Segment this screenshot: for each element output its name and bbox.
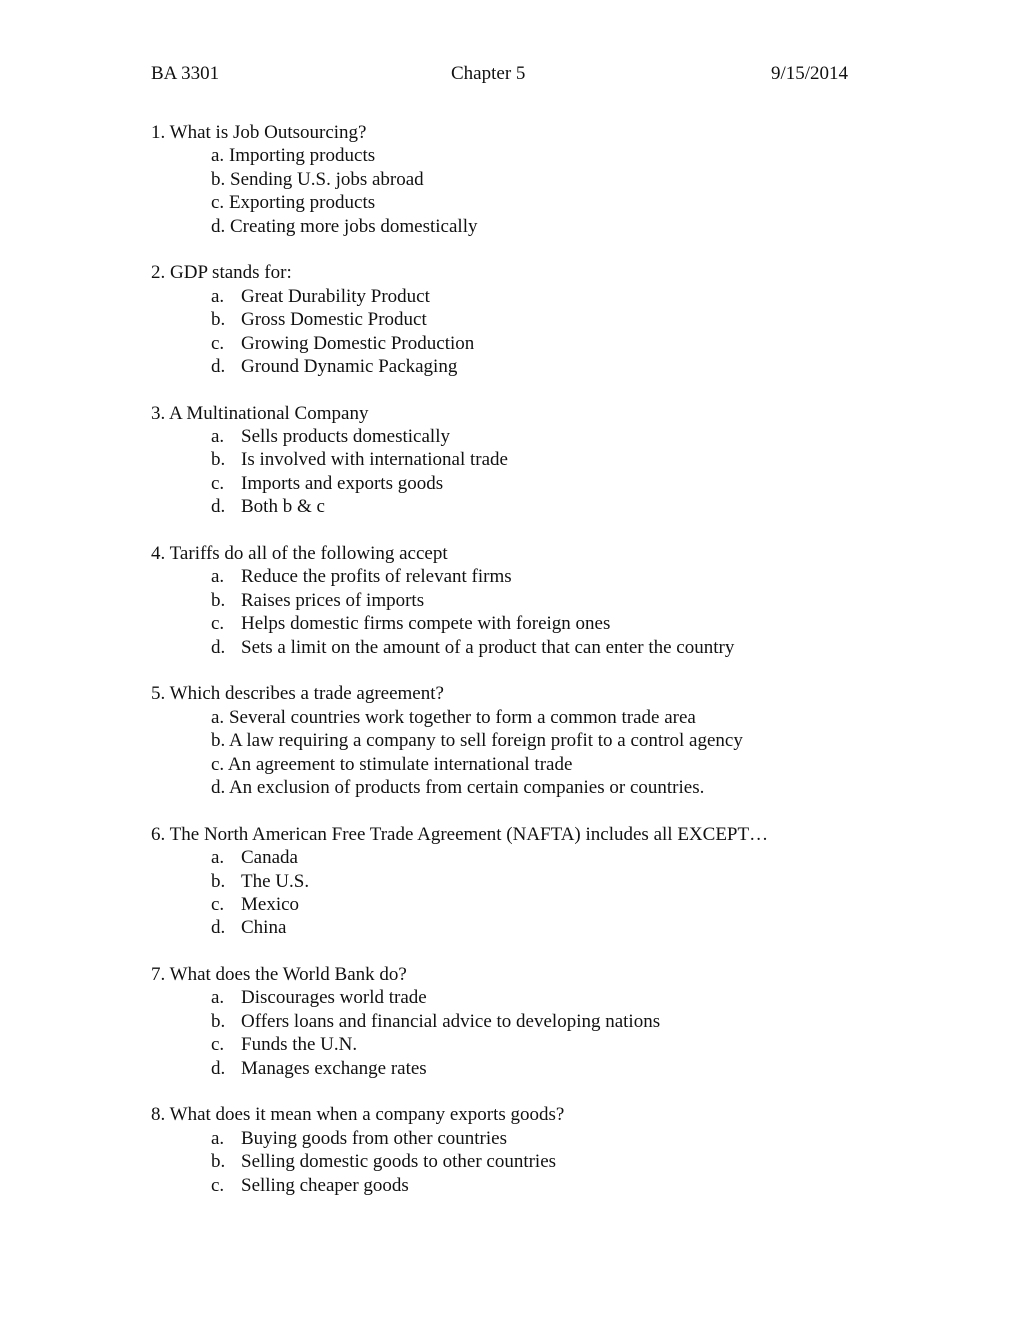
- option-text: Importing products: [228, 145, 376, 167]
- option-text: Growing Domestic Production: [241, 332, 475, 354]
- question-list: [151, 121, 871, 1220]
- option-text: Reduce the profits of relevant firms: [241, 566, 512, 588]
- option-letter: c.: [211, 192, 225, 214]
- chapter-title: Chapter 5: [451, 63, 526, 84]
- option-letter: a.: [211, 426, 225, 448]
- option-letter: d.: [211, 636, 226, 658]
- option-letter: b.: [211, 1010, 226, 1032]
- option-text: Ground Dynamic Packaging: [241, 355, 458, 377]
- option-letter: a.: [211, 847, 225, 869]
- answer-option: [151, 448, 871, 471]
- option-text: Sets a limit on the amount of a product that can enter the country: [241, 636, 735, 658]
- option-text: An exclusion of products from certain companies or countries.: [228, 776, 705, 798]
- option-text: Selling cheaper goods: [241, 1174, 409, 1196]
- answer-option: [151, 168, 871, 191]
- answer-option: [151, 472, 871, 495]
- question-prompt: 2. GDP stands for:: [151, 262, 292, 284]
- answer-option: [151, 332, 871, 355]
- option-text: Helps domestic firms compete with foreign ones: [241, 613, 611, 635]
- document-date: 9/15/2014: [770, 63, 848, 84]
- option-letter: d.: [211, 215, 226, 237]
- option-text: Sending U.S. jobs abroad: [230, 168, 424, 190]
- answer-option: [151, 753, 871, 776]
- answer-option: [151, 1057, 871, 1080]
- question-7: [151, 963, 871, 1080]
- question-prompt: 1. What is Job Outsourcing?: [151, 122, 367, 143]
- option-letter: d.: [211, 355, 226, 377]
- option-letter: a.: [211, 285, 225, 307]
- answer-option: [151, 215, 871, 238]
- option-letter: b.: [211, 168, 226, 190]
- question-prompt: 5. Which describes a trade agreement?: [151, 683, 444, 705]
- course-code: BA 3301: [151, 63, 220, 84]
- option-letter: c.: [211, 1174, 225, 1196]
- answer-option: [151, 425, 871, 448]
- answer-option: [151, 612, 871, 635]
- option-text: Exporting products: [228, 192, 376, 214]
- option-text: The U.S.: [241, 870, 310, 892]
- option-text: Selling domestic goods to other countries: [241, 1151, 557, 1173]
- option-letter: b.: [211, 589, 226, 611]
- question-prompt: 8. What does it mean when a company exports goods?: [151, 1104, 565, 1126]
- option-text: China: [241, 917, 287, 939]
- option-text: Several countries work together to form a common trade area: [228, 706, 696, 728]
- answer-option: [151, 916, 871, 939]
- answer-option: [151, 776, 871, 799]
- option-letter: b.: [211, 1151, 226, 1173]
- answer-option: [151, 729, 871, 752]
- answer-option: [151, 495, 871, 518]
- option-text: Canada: [241, 847, 298, 869]
- answer-option: [151, 355, 871, 378]
- answer-option: [151, 565, 871, 588]
- answer-option: [151, 870, 871, 893]
- option-text: Sells products domestically: [241, 426, 450, 448]
- question-8: [151, 1103, 871, 1197]
- answer-option: [151, 1127, 871, 1150]
- option-letter: a.: [211, 145, 225, 167]
- answer-option: [151, 636, 871, 659]
- option-letter: c.: [211, 613, 225, 635]
- question-prompt: 3. A Multinational Company: [151, 402, 369, 424]
- answer-option: [151, 846, 871, 869]
- option-letter: b.: [211, 449, 226, 471]
- answer-option: [151, 893, 871, 916]
- question-4: [151, 542, 871, 659]
- option-letter: d.: [211, 776, 226, 798]
- option-letter: a.: [211, 566, 225, 588]
- answer-option: [151, 191, 871, 214]
- option-text: Is involved with international trade: [241, 449, 508, 471]
- answer-option: [151, 1033, 871, 1056]
- option-letter: a.: [211, 1127, 225, 1149]
- page-header: [151, 62, 848, 86]
- option-letter: d.: [211, 496, 226, 518]
- answer-option: [151, 308, 871, 331]
- option-text: Imports and exports goods: [241, 472, 444, 494]
- option-letter: c.: [211, 1034, 225, 1056]
- question-2: [151, 261, 871, 378]
- option-text: Gross Domestic Product: [241, 309, 427, 331]
- answer-option: [151, 1010, 871, 1033]
- option-letter: c.: [211, 893, 225, 915]
- answer-option: [151, 706, 871, 729]
- option-text: Manages exchange rates: [241, 1057, 427, 1079]
- answer-option: [151, 589, 871, 612]
- option-letter: a.: [211, 987, 225, 1009]
- answer-option: [151, 1174, 871, 1197]
- option-letter: c.: [211, 472, 225, 494]
- option-letter: b.: [211, 730, 226, 752]
- question-5: [151, 682, 871, 799]
- option-text: Creating more jobs domestically: [230, 215, 478, 237]
- question-6: [151, 823, 871, 940]
- option-text: Great Durability Product: [241, 285, 430, 307]
- option-text: Buying goods from other countries: [241, 1127, 507, 1149]
- question-3: [151, 402, 871, 519]
- option-text: Raises prices of imports: [241, 589, 425, 611]
- option-letter: c.: [211, 753, 225, 775]
- option-text: Funds the U.N.: [241, 1034, 358, 1056]
- option-text: Both b & c: [241, 496, 325, 518]
- answer-option: [151, 285, 871, 308]
- option-text: Discourages world trade: [241, 987, 427, 1009]
- question-prompt: 4. Tariffs do all of the following accept: [151, 543, 448, 565]
- question-prompt: 7. What does the World Bank do?: [151, 964, 407, 986]
- option-text: Mexico: [241, 893, 300, 915]
- answer-option: [151, 986, 871, 1009]
- option-text: An agreement to stimulate international trade: [227, 753, 573, 775]
- option-letter: d.: [211, 1057, 226, 1079]
- answer-option: [151, 1150, 871, 1173]
- option-letter: b.: [211, 309, 226, 331]
- option-letter: a.: [211, 706, 225, 728]
- option-letter: c.: [211, 332, 225, 354]
- question-1: [151, 121, 871, 238]
- option-letter: b.: [211, 870, 226, 892]
- option-text: A law requiring a company to sell foreign profit to a control agency: [228, 730, 743, 752]
- option-text: Offers loans and financial advice to developing nations: [241, 1010, 661, 1032]
- answer-option: [151, 144, 871, 167]
- option-letter: d.: [211, 917, 226, 939]
- question-prompt: 6. The North American Free Trade Agreement (NAFTA) includes all EXCEPT…: [151, 823, 769, 845]
